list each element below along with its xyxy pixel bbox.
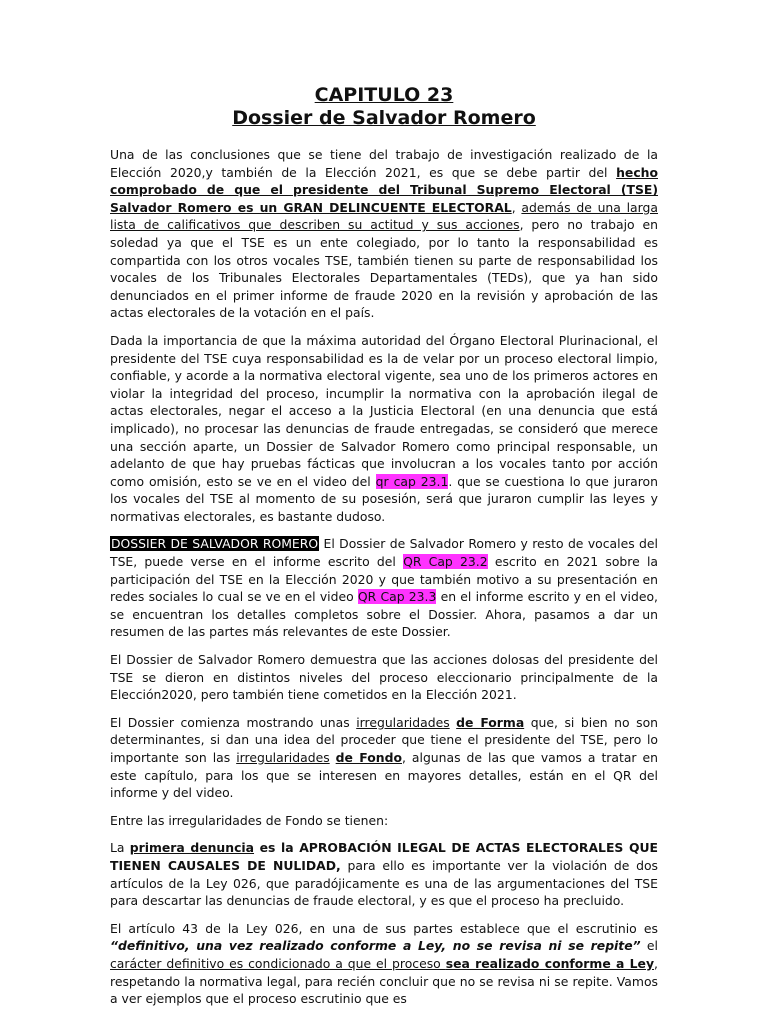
paragraph-2 [110,332,658,526]
text-run: El Dossier comienza mostrando unas [110,714,357,730]
text-run-bold-italic: “definitivo, una vez realizado conforme a Ley, no se revisa ni se repite” [110,938,641,954]
chapter-title: CAPITULO 23 [314,84,454,106]
qr-reference-highlight: qr cap 23.1 [375,473,449,489]
text-run-bold-underline: de Fondo [335,750,402,765]
qr-reference-highlight: QR Cap 23.2 [403,554,488,570]
text-run-bold-underline: sea realizado conforme a Ley [445,955,655,971]
paragraph-8 [110,920,658,1008]
text-run-underline: carácter definitivo es condicionado a que el proceso [110,955,446,971]
paragraph-3 [110,535,658,641]
text-run-underline: además de una larga lista de calificativos que describen su actitud y sus acciones [110,199,658,233]
text-run: , [511,199,522,215]
text-run: que, si bien no son determinantes, si dan una idea del proceder que tiene el presidente del TSE, pero lo importante son las [110,714,658,765]
text-run: en el informe escrito y en el video, se encuentran los detalles completos sobre el Dossier. Ahora, pasamos a dar un resumen de las partes más relevantes de este Dossier. [110,589,658,640]
section-tag: DOSSIER DE SALVADOR ROMERO [111,536,319,552]
chapter-subtitle: Dossier de Salvador Romero [232,107,536,129]
text-run-bold-underline: hecho comprobado de que el presidente del Tribunal Supremo Electoral (TSE) Salvador Romero es un GRAN DELINCUENTE ELECTORAL [110,164,658,215]
text-run: La [110,840,130,856]
paragraph-5 [110,714,658,802]
text-run-bold-underline: primera denuncia [129,840,255,856]
text-run: , respetando la normativa legal, para recién concluir que no se revisa ni se repite. Vamos a ver ejemplos que el proceso escrutinio que es [110,955,658,1007]
text-run: el [640,938,658,954]
text-run: escrito en 2021 sobre la participación del TSE en la Elección 2020 y que también motivo a su presentación en redes sociales lo cual se ve en el video [110,554,658,605]
paragraph-4: El Dossier de Salvador Romero demuestra que las acciones dolosas del presidente del TSE se dieron en distintos niveles del proceso eleccionario principalmente de la Elección2020, pero también tiene cometidos en la Elección 2021. [110,652,658,703]
text-run: , pero no trabajo en soledad ya que el TSE es un ente colegiado, por lo tanto la responsabilidad es compartida con los otros vocales TSE, también tienen su parte de responsabilidad los vocales de los Tribunales Electorales Departamentales (TEDs), que ya han sido denunciados en el primer informe de fraude 2020 en la revisión y aprobación de las actas electorales de la votación en el país. [110,217,659,321]
text-run-underline: irregularidades [356,714,450,730]
text-run: . que se cuestiona lo que juraron los vocales del TSE al momento de su posesión, será que juraron cumplir las leyes y normativas electorales, es bastante dudoso. [110,473,658,524]
paragraph-6: Entre las irregularidades de Fondo se tienen: [110,812,389,828]
paragraph-7 [110,839,658,909]
text-run: Dada la importancia de que la máxima autoridad del Órgano Electoral Plurinacional, el presidente del TSE cuya responsabilidad es la de velar por un proceso electoral limpio, confiable, y acorde a la normativa electoral vigente, sea uno de los primeros actores en violar la integridad del proceso, incumplir la normativa con la aprobación ilegal de actas electorales, negar el acceso a la Justicia Electoral (en una denuncia que está implicado), no procesar las denuncias de fraude entregadas, se consideró que merece una sección aparte, un Dossier de Salvador Romero como principal responsable, un adelanto de que hay pruebas fácticas que involucran a los vocales tanto por acción como omisión, esto se ve en el video del [110,332,658,489]
document-page [110,84,658,1018]
text-run-bold: es la APROBACIÓN ILEGAL DE ACTAS ELECTORALES QUE TIENEN CAUSALES DE NULIDAD, [110,840,658,873]
qr-reference-highlight: QR Cap 23.3 [357,589,437,605]
text-run: El artículo 43 de la Ley 026, en una de sus partes establece que el escrutinio es [110,920,658,936]
text-run: El Dossier de Salvador Romero y resto de vocales del TSE, puede verse en el informe escrito del [110,536,658,570]
text-run: , algunas de las que vamos a tratar en este capítulo, para los que se interesen en mayores detalles, están en el QR del informe y del video. [110,750,658,801]
text-run: Una de las conclusiones que se tiene del trabajo de investigación realizado de la Elección 2020,y también de la Elección 2021, es que se debe partir del [110,147,658,180]
chapter-heading [110,84,658,130]
text-run-bold-underline: de Forma [456,714,525,730]
paragraph-1 [110,146,658,322]
text-run: para ello es importante ver la violación de dos artículos de la Ley 026, que paradójicamente es una de las argumentaciones del TSE para descartar las denuncias de fraude electoral, y es que el proceso ha precluido. [110,857,658,909]
text-run-underline: irregularidades [236,750,330,765]
